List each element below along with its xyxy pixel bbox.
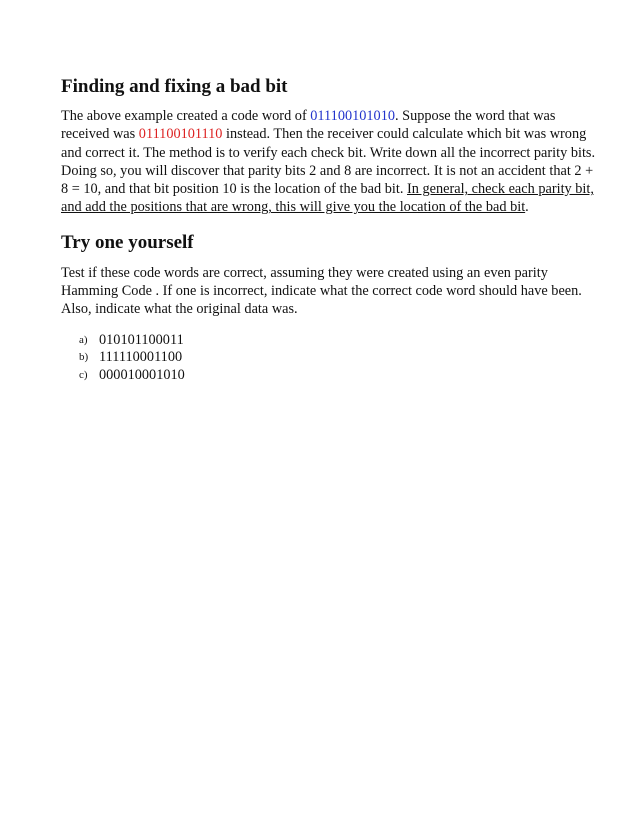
list-item <box>79 349 601 367</box>
list-item <box>79 332 601 350</box>
document-body <box>61 75 601 384</box>
list-marker: a) <box>79 333 88 346</box>
para-intro-text: The above example created a code word of <box>61 108 311 124</box>
list-marker: c) <box>79 368 88 381</box>
list-marker: b) <box>79 351 89 364</box>
explanation-paragraph <box>61 107 601 217</box>
para-end-text: . <box>525 199 529 216</box>
para-mid-text: . Suppose the word that was received was <box>61 108 556 143</box>
code-word-value: 000010001010 <box>99 366 185 383</box>
exercise-list <box>61 332 601 385</box>
section-heading-finding-fixing: Finding and fixing a bad bit <box>61 76 288 97</box>
underlined-rule-text: In general, check each parity bit, and add the positions that are wrong, this will give you the location of the bad bit <box>61 181 594 216</box>
code-word-value: 010101100011 <box>99 331 184 348</box>
received-code-word: 011100101110 <box>138 126 223 143</box>
sent-code-word: 011100101010 <box>310 108 396 124</box>
code-word-value: 111110001100 <box>99 349 183 366</box>
section-heading-try-one: Try one yourself <box>61 231 194 253</box>
exercise-paragraph: Test if these code words are correct, assuming they were created using an even parity Hamming Code . If one is incorrect, indicate what the correct code word should have been. Also, indicate what the original data was. <box>61 264 582 318</box>
para-rest-text: instead. Then the receiver could calculate which bit was wrong and correct it. The method is to verify each check bit. Write down all the incorrect parity bits. Doing so, you will discover that parity bits 2 and 8 are incorrect. It is not an accident that 2 + 8 = 10, and that bit position 10 is the location of the bad bit. <box>61 126 596 198</box>
list-item <box>79 367 601 385</box>
